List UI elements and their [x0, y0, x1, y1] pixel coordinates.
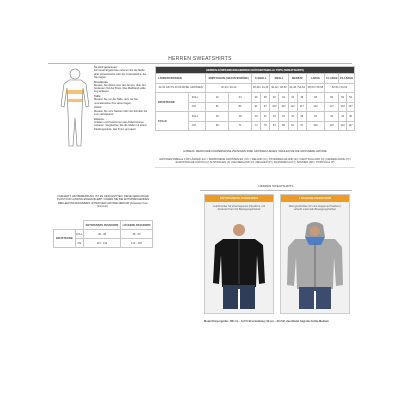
guide-text: Messen Sie vom Nacken über die Schulter bis zum Handgelenk. [94, 109, 148, 117]
table-cell: 46 [297, 93, 306, 103]
col-label: EMPFOHLEN (GRAVATEGRÖßE) [206, 74, 252, 84]
table-cell: 107 [279, 102, 288, 112]
table-cell: 54 [347, 93, 355, 103]
range-cell: 36-38 / 44-46 [252, 83, 270, 93]
guide-text: Für beste Ergebnisse nehmen Sie die Maße über Unterwäsche oder der Unterwäsche, die Sie tragen. [94, 69, 147, 79]
col-header-relaxed: ENTSPANNTE PASSFORM [83, 221, 120, 230]
panel-description: Leicht locker für eine bequeme Passform, mit dezenter Form für Bewegungsfreiheit [212, 205, 266, 212]
unit-label: CM [188, 121, 206, 131]
table-cell: 117 [297, 102, 306, 112]
grey-hoodie-photo [285, 221, 345, 311]
range-cell: 40-42 / 48-50 [270, 83, 288, 93]
size-header: 2X-LARGE [339, 74, 355, 84]
table-cell: 97 [297, 121, 306, 131]
table-cell: 38 [297, 112, 306, 122]
relaxed-fit-panel [204, 194, 274, 314]
unit-label: ZOLL [188, 112, 206, 122]
country-conversion-note: GRÖSSENTABELLE FÜR LÄNDER: EU = FERMONEDE GRÖSSEN EN | UK = BELAND (U) | ÖSTERREICH/LAND (E) = DEUTSCHLAND (N) | NIEDERLANDE (O) | EUROPÄISCHE UNION (A) | AUSTRALIEN (A) | NEUSEELAND (N) | BELGIEN (P) | FRANKREICH (F) | SPANIEN (SP) | PORTUGAL (P) [155, 158, 355, 168]
table-cell: 66 [206, 121, 229, 131]
title-divider [48, 63, 352, 64]
table-cell: 107 [325, 121, 339, 131]
table-cell: 114 - 124 [83, 239, 120, 248]
row-label: BRUSTKORB [54, 230, 76, 248]
table-cell: 112 [288, 102, 297, 112]
table-cell: 38 [261, 93, 270, 103]
table-cell: 132 [339, 102, 347, 112]
table-cell: 36 [288, 112, 297, 122]
table-cell: 34 [279, 112, 288, 122]
unit-label: ZOLL [75, 230, 83, 239]
table-cell: 42 [279, 93, 288, 103]
range-cell: 48-50 / 56-58 [306, 83, 324, 93]
size-header: X-LARGE [325, 74, 339, 84]
size-header: SMALL [270, 74, 288, 84]
black-sweatshirt-photo [209, 221, 269, 311]
table-cell: 112 [339, 121, 347, 131]
table-cell: 117 [347, 121, 355, 131]
table-header: HERREN KÖRPERMASSE/HERREN GRÖSSENTABELLE TOPS (SWEATSHIRTS) [156, 67, 355, 74]
range-cell: 52-54 / 60-62 [325, 83, 355, 93]
table-cell: 36 [252, 93, 261, 103]
unit-label: ZOLL [188, 93, 206, 103]
table-cell: 48 - 52 [121, 230, 153, 239]
table-cell: 127 [325, 102, 339, 112]
unit-label: CM [75, 239, 83, 248]
table-cell: 29 [252, 112, 261, 122]
table-cell: 44 [339, 112, 347, 122]
guide-heading: Hinweis [94, 117, 104, 121]
body-figure-illustration [58, 66, 92, 150]
table-cell: 32 [270, 112, 279, 122]
size-chart-table [155, 66, 355, 131]
unit-label: CM [188, 102, 206, 112]
table-cell: 40 [270, 93, 279, 103]
table-cell: 71 [229, 121, 252, 131]
table-cell: 81 [270, 121, 279, 131]
table-cell: 112 - 132 [121, 239, 153, 248]
size-header: X-SMALL [252, 74, 270, 84]
table-cell: 31 [261, 112, 270, 122]
range-prefix: 32-34 GR XS 46 60-96 BE GRÖSSEN [156, 83, 206, 93]
table-cell: 52 [339, 93, 347, 103]
table-cell: 45 - 48 [83, 230, 120, 239]
guide-heading: So wird gemessen: [94, 66, 118, 69]
table-cell: 28 [229, 112, 252, 122]
guide-heading: Ärmel [94, 106, 102, 110]
table-cell: 50 [325, 93, 339, 103]
fit-chest-table [53, 220, 153, 248]
range-cell: 44-46 / 52-54 [288, 83, 306, 93]
table-cell: 48 [306, 93, 324, 103]
table-cell: 46 [347, 112, 355, 122]
panel-heading: ENTSPANNTE PASSFORM [205, 195, 273, 202]
empty-cell [75, 221, 83, 230]
panel-description: Weit geschnitten für eine bequeme Passform, erlaubt maximale Bewegungsfreiheit [288, 205, 342, 212]
size-header: LARGE [306, 74, 324, 84]
fit-section-title: HERREN SWEATSHIRTS [200, 184, 352, 191]
table-cell: 137 [347, 102, 355, 112]
table-cell: 102 [306, 121, 324, 131]
loose-fit-panel [280, 194, 350, 314]
table-note: HINWEIS: WENN IHRE KÖRPERMASSE ZWISCHEN ZWEI GRÖSSEN LIEGEN, WÄHLEN SIE DIE GRÖSSERE GRÖSSE [183, 150, 327, 153]
guide-text: Messen Sie um die Taille, dort, wo Sie normalerweise Ihre Hose tragen. [94, 98, 138, 105]
fit-comparison [200, 184, 352, 345]
table-cell: 42 [325, 112, 339, 122]
table-cell: 86 [229, 102, 252, 112]
table-cell: 97 [261, 102, 270, 112]
table-cell: 79 [261, 121, 270, 131]
guide-heading: Taille [94, 95, 101, 99]
table-cell: 122 [306, 102, 324, 112]
group-label: TAILLE [156, 112, 189, 131]
table-cell: 32 [206, 93, 229, 103]
empty-cell [54, 221, 76, 230]
table-cell: 86 [279, 121, 288, 131]
model-caption: Model Körpergröße: 185 cm – 6,2 Ft Brustumfang: 99 cm – 39 Zoll, das Model trägt die Größe Medium [204, 320, 329, 323]
table-cell: 74 [252, 121, 261, 131]
group-label: BRUSTKORB [156, 93, 189, 112]
guide-text: Messen Sie direkt unter den Armen, über den breitesten Teil der Brust. Das Maßband sollte eng anliegen. [94, 83, 147, 94]
page-title: HERREN SWEATSHIRTS [168, 56, 232, 62]
table-cell: 40 [306, 112, 324, 122]
panel-heading: LOCKERE PASSFORM [281, 195, 349, 202]
table-cell: 91 [252, 102, 261, 112]
guide-heading: Brustbreite [94, 80, 108, 84]
table-cell: 81 [206, 102, 229, 112]
laender-label: LÄNDERGRÖSSEN [156, 74, 206, 84]
range-cell: 32-34 / 40-42 [206, 83, 252, 93]
col-header-loose: LOCKERE PASSFORM [121, 221, 153, 230]
table-cell: 26 [206, 112, 229, 122]
guide-text: Größen und Passformen der Artikel können variieren. Vergleichen Sie die Maße mit einem Kleidungsstück, das Ihnen gut passt. [94, 121, 147, 131]
size-header: MEDIUM [288, 74, 306, 84]
table-cell: 44 [288, 93, 297, 103]
fit-table-note: CARHARTT HAT BEMERKUNG IST ES GESCHNITTEN, DIESE GERÄUSCHE PLATZ FÜR LASSING ENGEN BLEIBT. FINDEN SIE DIE ENTSPRECHENDEN BEKLEIDUNGSNUMMERN UNTER DER GRÖSSE MEDIUM (Anweisen Ihrer Nummer). [56, 195, 150, 208]
table-cell: 34 [229, 93, 252, 103]
measurement-guide [94, 66, 150, 132]
table-cell: 102 [270, 102, 279, 112]
table-cell: 91 [288, 121, 297, 131]
